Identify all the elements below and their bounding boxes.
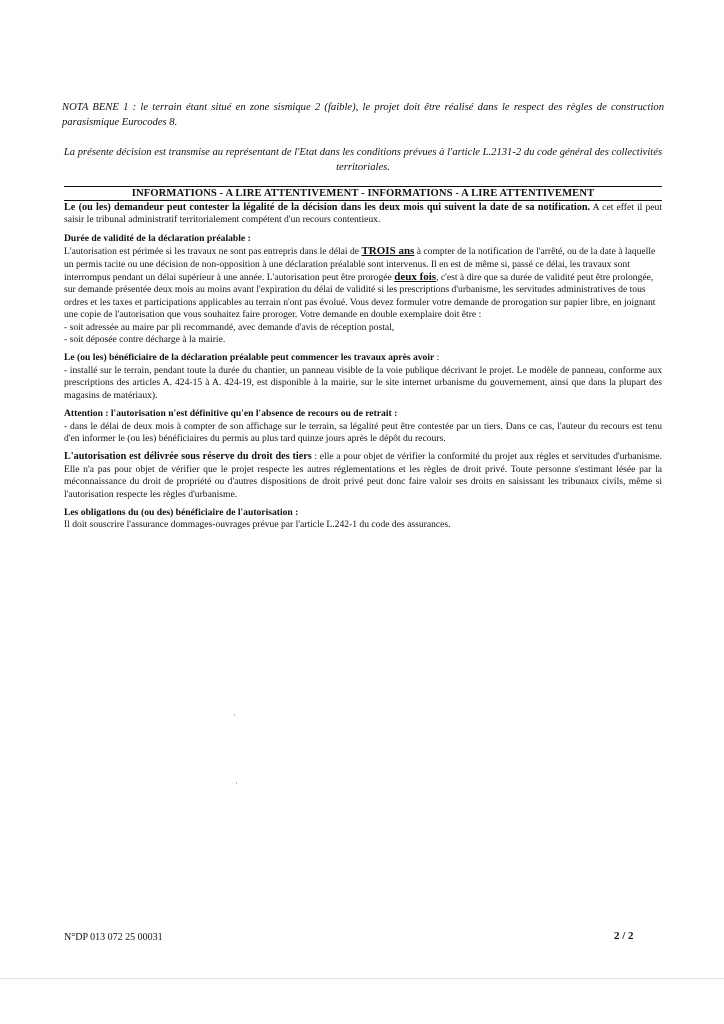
duree-text-after: , c'est à dire que sa durée de validité peut être prolongée, sur demande présentée deux mois au moins avant l'expiration du délai de validité si les prescriptions d'urbanisme, les servitudes administratives de tous ordres et les taxes et participations applicables au terrain n'ont pas évolué. Vous devez formuler votre demande de prorogation sur papier libre, en joignant une copie de l'autorisation que vous souhaitez faire proroger. Votre demande en double exemplaire doit être : [64, 272, 656, 321]
duree-item-2: - soit déposée contre décharge à la mairie. [64, 334, 226, 346]
transmission-paragraph: La présente décision est transmise au représentant de l'Etat dans les conditions prévues à l'article L.2131-2 du code général des collectivités territoriales. [63, 147, 663, 173]
commencer-text: - installé sur le terrain, pendant toute la durée du chantier, un panneau visible de la voie publique décrivant le projet. Le modèle de panneau, conforme aux prescriptions des articles A. 424-15 à A. 424-19, est disponible à la mairie, sur le site internet urbanisme du gouvernement, ainsi que dans la plupart des magasins de matériaux). [64, 364, 662, 401]
page-number: 2 / 2 [614, 930, 634, 942]
information-heading: INFORMATIONS - A LIRE ATTENTIVEMENT - INFORMATIONS - A LIRE ATTENTIVEMENT [64, 186, 662, 201]
duree-item-1: - soit adressée au maire par pli recommandé, avec demande d'avis de réception postal, [64, 321, 395, 333]
recours-text: A cet effet il peut saisir le tribunal administratif territorialement compétent d'un recours contentieux. [64, 202, 662, 226]
obligations-section [64, 507, 662, 532]
recours-paragraph [64, 202, 662, 227]
duree-heading: Durée de validité de la déclaration préalable : [64, 232, 251, 244]
duree-section [64, 233, 662, 347]
recours-lead: Le (ou les) demandeur peut contester la légalité de la décision dans les deux mois qui suivent la date de sa notification. [64, 202, 591, 213]
nota-bene-text: le terrain étant situé en zone sismique 2 (faible), le projet doit être réalisé dans le respect des règles de construction parasismique Eurocodes 8. [62, 102, 664, 128]
duree-text-before: L'autorisation est périmée si les travaux ne sont pas entrepris dans le délai de [64, 246, 360, 258]
tiers-lead: L'autorisation est délivrée sous réserve du droit des tiers [64, 451, 312, 463]
attention-text: - dans le délai de deux mois à compter de son affichage sur le terrain, sa légalité peut être contestée par un tiers. Dans ce cas, l'auteur du recours est tenu d'en informer le (ou les) bénéficiaires du permis au plus tard quinze jours après le dépôt du recours. [64, 420, 662, 444]
page-edge-line [0, 978, 724, 979]
duree-deux-fois: deux fois [394, 271, 437, 284]
commencer-section [64, 352, 662, 402]
attention-section [64, 408, 662, 445]
scan-speck [234, 714, 235, 716]
obligations-text: Il doit souscrire l'assurance dommages-ouvrages prévue par l'article L.242-1 du code des assurances. [64, 519, 451, 531]
commencer-heading-tail: : [434, 352, 440, 364]
obligations-heading: Les obligations du (ou des) bénéficiaire de l'autorisation : [64, 506, 299, 518]
nota-bene-paragraph [62, 100, 664, 130]
tiers-text: : elle a pour objet de vérifier la conformité du projet aux règles et servitudes d'urbanisme. Elle n'a pas pour objet de vérifier que le projet respecte les autres réglementations et les règles de droit privé. Toute personne s'estimant lésée par la méconnaissance du droit de propriété ou d'autres dispositions de droit privé peut donc faire valoir ses droits en saisissant les tribunaux civils, même si l'autorisation respecte les règles d'urbanisme. [64, 451, 663, 500]
duree-text-middle: à compter de la notification de l'arrêté, ou de la date à laquelle un permis tacite ou une décision de non-opposition à une déclaration préalable sont intervenus. Il en est de même si, passé ce délai, les travaux sont interrompus pendant un délai supérieur à une année. L'autorisation peut être prorogée [64, 246, 656, 284]
commencer-heading: Le (ou les) bénéficiaire de la déclaration préalable peut commencer les travaux après avoir [64, 352, 435, 364]
attention-heading: Attention : l'autorisation n'est définitive qu'en l'absence de recours ou de retrait : [64, 408, 398, 420]
nota-bene-label: NOTA BENE 1 : [62, 102, 137, 113]
scan-speck [236, 782, 237, 784]
duree-trois-ans: TROIS ans [361, 245, 415, 258]
file-reference: N°DP 013 072 25 00031 [64, 932, 163, 943]
information-body [64, 202, 662, 538]
tiers-paragraph [64, 451, 662, 501]
